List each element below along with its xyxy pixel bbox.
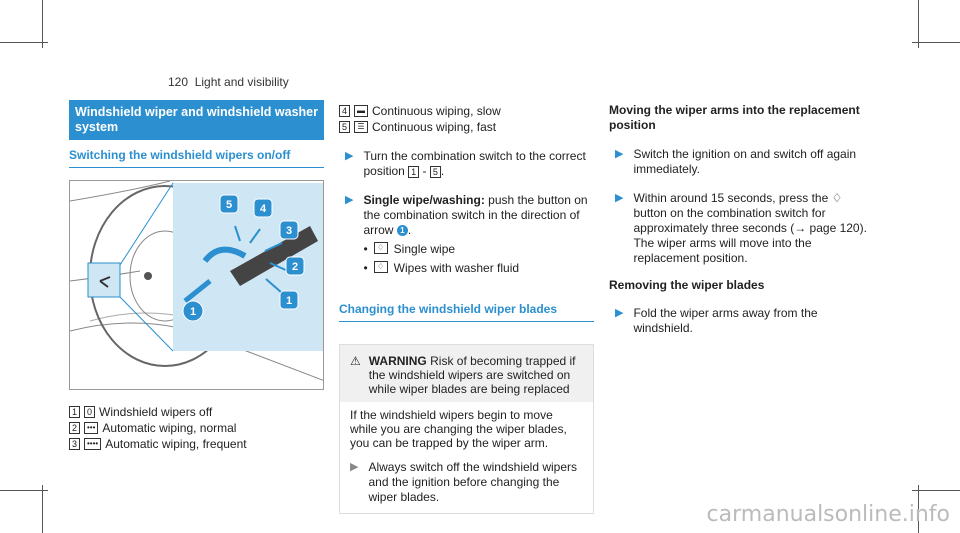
legend-item: [69, 420, 324, 436]
step-arrow-icon: ▶: [615, 192, 624, 204]
washer-icon: ♢: [374, 261, 388, 273]
legend-text: Automatic wiping, normal: [102, 421, 237, 435]
legend-text: Continuous wiping, fast: [372, 120, 497, 134]
step-text: Single wipe/washing: push the button on the combination switch in the direction of arrow 1 . • ♢ Single wipe • ♢ Wipes with washer fluid: [363, 193, 594, 276]
legend-item: [339, 119, 594, 135]
bullet-item: • ♢ Wipes with washer fluid: [363, 261, 520, 275]
instruction-step: [339, 149, 594, 179]
column-1: [69, 100, 324, 452]
svg-text:3: 3: [285, 225, 293, 237]
svg-text:4: 4: [259, 203, 267, 215]
bullet-item: • ♢ Single wipe: [363, 242, 456, 256]
callout-1: [280, 291, 298, 309]
position-ref: 1: [408, 166, 419, 178]
callout-5: [220, 195, 238, 213]
column-3: [609, 103, 869, 336]
wiper-switch-illustration: [69, 180, 324, 390]
legend-number: 4: [339, 105, 350, 117]
legend-number: 5: [339, 121, 350, 133]
page-number: 120: [168, 75, 189, 89]
step-arrow-icon: ▶: [345, 150, 354, 162]
callout-2: [286, 257, 304, 275]
arrow-ref: 1: [397, 225, 408, 236]
arrow-callout-1: [183, 301, 203, 321]
svg-text:2: 2: [291, 261, 299, 273]
position-ref: 5: [430, 166, 441, 178]
step-arrow-icon: ▶: [615, 148, 624, 160]
step-arrow-icon: ▶: [345, 194, 354, 206]
crop-mark: [42, 485, 43, 533]
instruction-step: ▶ Switch the ignition on and switch off again immediately.: [615, 147, 857, 176]
subheading-switching: Switching the windshield wipers on/off: [69, 148, 324, 168]
legend-symbol: •••: [84, 422, 98, 434]
svg-text:1: 1: [285, 295, 293, 307]
legend-list-continued: [339, 103, 594, 135]
legend-symbol: 0: [84, 406, 95, 418]
warning-body: If the windshield wipers begin to move while you are changing the wiper blades, you can be trapped by the wiper arm.: [350, 408, 567, 450]
legend-item: [69, 404, 324, 420]
svg-text:5: 5: [225, 199, 233, 211]
crop-mark: [0, 42, 48, 43]
column-2: [339, 103, 594, 514]
legend-list: [69, 404, 324, 452]
subheading-removing: Removing the wiper blades: [609, 278, 765, 292]
instruction-step: [339, 193, 594, 276]
warning-text: Risk of becoming trapped if the windshield wipers are switched on while wiper blades are being replaced: [368, 354, 576, 396]
legend-text: Windshield wipers off: [99, 405, 213, 419]
section-title-bar: Windshield wiper and windshield washer system: [69, 100, 324, 140]
legend-symbol: ••••: [84, 438, 101, 450]
warning-box: [339, 344, 594, 514]
instruction-step: ▶ Within around 15 seconds, press the ♢ button on the combination switch for approximately three seconds (→ page 120). The wiper arms will move into the replacement position.: [615, 191, 867, 265]
subheading-changing: Changing the windshield wiper blades: [339, 302, 594, 322]
crop-mark: [912, 42, 960, 43]
legend-number: 2: [69, 422, 80, 434]
watermark: carmanualsonline.info: [706, 502, 950, 527]
step-arrow-icon: ▶: [615, 307, 624, 319]
heading-replacement-position: Moving the wiper arms into the replacement position: [609, 103, 860, 132]
instruction-step: ▶ Fold the wiper arms away from the windshield.: [615, 306, 818, 335]
legend-item: [69, 436, 324, 452]
warning-step: ▶ Always switch off the windshield wipers and the ignition before changing the wiper blades.: [350, 460, 578, 504]
warning-icon: ⚠: [350, 354, 361, 368]
single-wipe-icon: ♢: [374, 242, 388, 254]
section-title: Light and visibility: [194, 75, 289, 89]
page-header: [168, 75, 289, 89]
svg-text:1: 1: [189, 306, 197, 318]
legend-item: [339, 103, 594, 119]
crop-mark: [0, 490, 48, 491]
illustration-svg: [70, 181, 324, 390]
callout-4: [254, 199, 272, 217]
crop-mark: [912, 490, 960, 491]
step-arrow-icon: ▶: [350, 461, 359, 473]
crop-mark: [42, 0, 43, 48]
legend-symbol: ▬: [354, 105, 368, 117]
legend-text: Continuous wiping, slow: [372, 104, 501, 118]
warning-label: WARNING: [368, 354, 427, 368]
crop-mark: [918, 0, 919, 48]
callout-3: [280, 221, 298, 239]
legend-symbol: ☰: [354, 121, 368, 133]
legend-number: 3: [69, 438, 80, 450]
legend-number: 1: [69, 406, 80, 418]
step-text: Turn the combination switch to the correct position 1 - 5 .: [363, 149, 586, 178]
legend-text: Automatic wiping, frequent: [105, 437, 247, 451]
